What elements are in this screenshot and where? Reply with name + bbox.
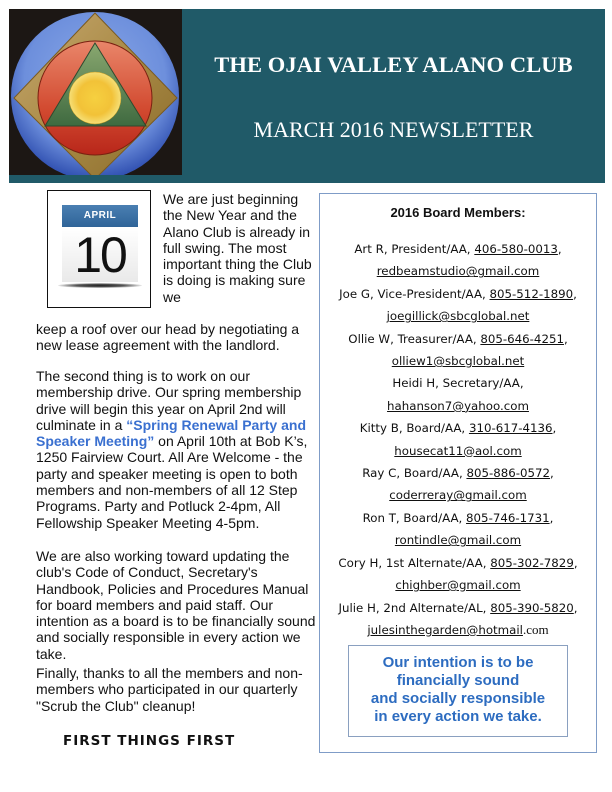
member-label: Ollie W, Treasurer/AA, xyxy=(348,331,481,346)
intro-paragraph-continued: keep a roof over our head by negotiating a new lease agreement with the landlord. xyxy=(36,321,300,354)
calendar-page xyxy=(62,227,138,282)
club-title: THE OJAI VALLEY ALANO CLUB xyxy=(214,52,573,77)
member-label: Ray C, Board/AA, xyxy=(362,466,467,481)
member-email-suffix: .com xyxy=(522,621,549,637)
member-email-link[interactable]: joegillick@sbcglobal.net xyxy=(386,309,530,324)
mission-statement-box xyxy=(348,645,568,737)
newsletter-header xyxy=(9,9,605,183)
motto: FIRST THINGS FIRST xyxy=(63,733,236,749)
membership-drive-paragraph xyxy=(36,368,316,531)
member-label: Joe G, Vice-President/AA, xyxy=(339,286,490,301)
member-email-link[interactable]: hahanson7@yahoo.com xyxy=(387,398,529,413)
member-email-link[interactable]: coderreray@gmail.com xyxy=(389,488,527,503)
board-member-line: Ron T, Board/AA, 805-746-1731, xyxy=(362,510,554,525)
member-label: Ron T, Board/AA, xyxy=(362,510,467,525)
member-phone-link[interactable]: 805-746-1731 xyxy=(466,510,550,525)
member-email-link[interactable]: chighber@gmail.com xyxy=(395,578,521,593)
calendar-day: 10 xyxy=(74,227,126,283)
member-email-link[interactable]: julesinthegarden@hotmail xyxy=(367,622,523,637)
event-name: “Spring Renewal Party and Speaker Meeting” xyxy=(36,416,306,450)
calendar-shadow xyxy=(58,283,142,288)
member-phone-link[interactable]: 805-646-4251 xyxy=(480,331,564,346)
board-member-email-line xyxy=(320,440,596,462)
board-member-email-line xyxy=(320,350,596,372)
mission-line: financially sound xyxy=(396,672,520,689)
board-member-email-line xyxy=(320,484,596,506)
member-email-link[interactable]: olliew1@sbcglobal.net xyxy=(391,354,525,369)
member-email-link[interactable]: rontindle@gmail.com xyxy=(394,533,522,548)
mission-line: Our intention is to be xyxy=(382,654,534,671)
alano-club-logo xyxy=(9,9,182,175)
calendar-month: APRIL xyxy=(62,205,138,227)
member-phone-link[interactable]: 805-886-0572 xyxy=(466,466,551,481)
calendar-image xyxy=(47,190,151,308)
p2-text-before: The second thing is to work on our membership drive. Our spring membership drive will begin this year on April 2nd will culminate in a xyxy=(36,368,302,433)
logo-sun xyxy=(69,72,121,124)
member-phone-link[interactable]: 310-617-4136 xyxy=(468,421,553,436)
p2-text-after: on April 10th at Bob K’s, 1250 Fairview Court. All Are Welcome - the party and speaker meeting is open to both members and non-members of all 12 Step Programs. Party and Potluck 2-4pm, All Fellowship Speaker Meeting 4-5pm. xyxy=(36,433,308,531)
newsletter-subtitle: MARCH 2016 NEWSLETTER xyxy=(253,117,534,142)
member-email-link[interactable]: redbeamstudio@gmail.com xyxy=(376,264,540,279)
member-label: Art R, President/AA, xyxy=(354,242,475,256)
intro-paragraph: We are just beginning the New Year and the Alano Club is already in full swing. The most important thing the Club is doing is making sure we xyxy=(163,191,312,305)
board-member-line: Ray C, Board/AA, 805-886-0572, xyxy=(362,466,554,481)
member-phone-link[interactable]: 805-390-5820 xyxy=(490,600,574,615)
member-label: Heidi H, Secretary/AA, xyxy=(392,376,524,391)
board-member-email-line xyxy=(320,305,596,327)
board-member-line: Julie H, 2nd Alternate/AL, 805-390-5820, xyxy=(338,600,578,615)
board-member-email-line xyxy=(320,260,596,282)
board-members-box xyxy=(319,193,597,753)
logo-icon xyxy=(9,9,182,175)
member-phone-link[interactable]: 805-302-7829 xyxy=(490,555,574,570)
board-member-line: Cory H, 1st Alternate/AA, 805-302-7829, xyxy=(338,555,578,570)
board-member-line: Art R, President/AA, 406-580-0013, xyxy=(354,242,562,256)
board-member-email-line xyxy=(320,395,596,417)
mission-line: and socially responsible xyxy=(370,690,546,707)
mission-line: in every action we take. xyxy=(374,708,542,725)
member-email-link[interactable]: housecat11@aol.com xyxy=(394,443,522,458)
member-phone-link[interactable]: 406-580-0013 xyxy=(474,242,558,256)
board-member-email-line xyxy=(320,574,596,596)
board-members-list xyxy=(320,238,596,641)
member-label: Kitty B, Board/AA, xyxy=(359,421,469,436)
board-title: 2016 Board Members: xyxy=(390,205,526,220)
board-member-email-line xyxy=(320,529,596,551)
board-member-line: Joe G, Vice-President/AA, 805-512-1890, xyxy=(339,286,577,301)
code-of-conduct-paragraph: We are also working toward updating the club's Code of Conduct, Secretary's Handbook, Policies and Procedures Manual for board members and paid staff. Our intention as a board is to be financially sound and socially responsible in every action we take. xyxy=(36,548,316,662)
member-phone-link[interactable]: 805-512-1890 xyxy=(489,286,574,301)
member-label: Julie H, 2nd Alternate/AL, xyxy=(338,600,491,615)
board-member-line xyxy=(320,372,596,394)
member-label: Cory H, 1st Alternate/AA, xyxy=(338,555,491,570)
board-member-line: Kitty B, Board/AA, 310-617-4136, xyxy=(359,421,557,436)
thanks-paragraph: Finally, thanks to all the members and non-members who participated in our quarterly "Scrub the Club" cleanup! xyxy=(36,665,303,714)
board-member-email-line xyxy=(320,619,596,641)
board-member-line: Ollie W, Treasurer/AA, 805-646-4251, xyxy=(348,331,568,346)
